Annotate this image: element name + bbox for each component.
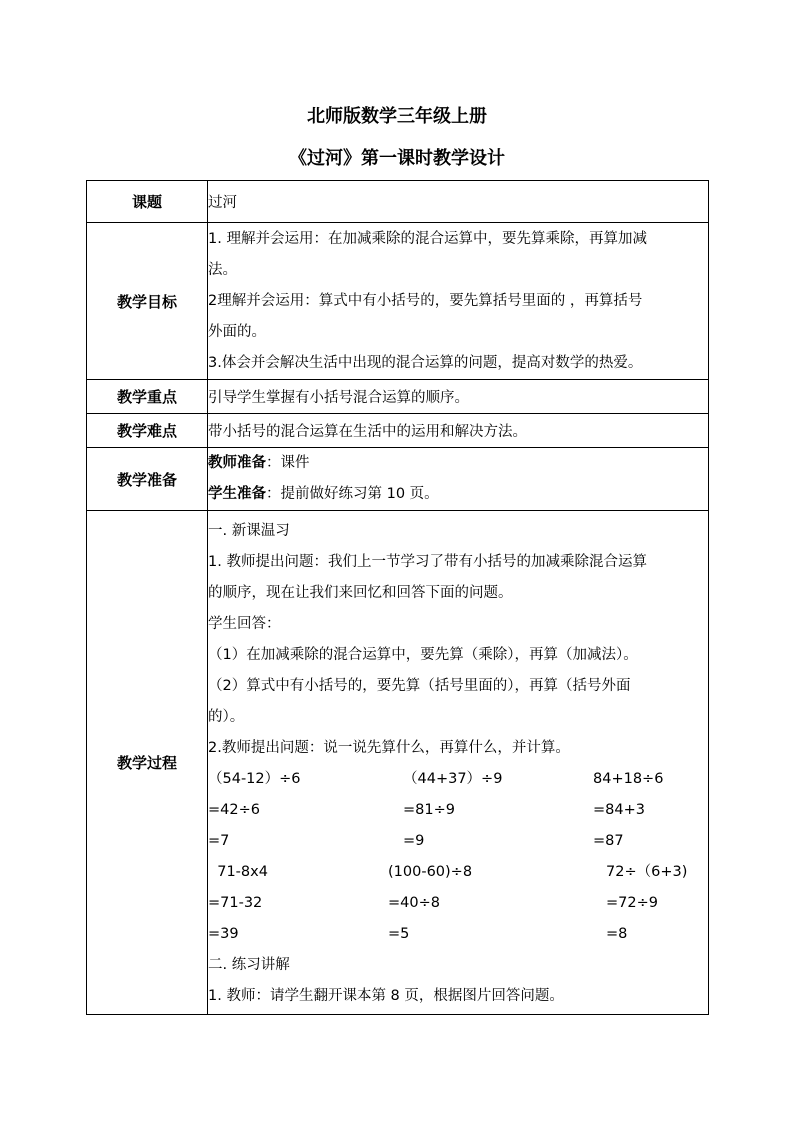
- process-line: 学生回答：: [208, 615, 281, 632]
- process-line: （1）在加减乘除的混合运算中，要先算（乘除），再算（加减法）。: [208, 646, 638, 663]
- student-prep-label: 学生准备: [208, 486, 266, 502]
- calc-cell: =5: [388, 925, 410, 942]
- preparation-content: [208, 448, 709, 511]
- table-row-goals: [87, 223, 709, 380]
- goal-line: 法。: [208, 261, 237, 278]
- calc-cell: =84+3: [593, 801, 645, 818]
- process-line: 2.教师提出问题：说一说先算什么，再算什么，并计算。: [208, 739, 570, 756]
- goal-line: 2理解并会运用：算式中有小括号的，要先算括号里面的 ，再算括号: [208, 292, 643, 309]
- calc-row: [208, 857, 708, 888]
- student-prep-line: [208, 479, 708, 510]
- calc-cell: （44+37）÷9: [403, 770, 503, 787]
- calc-cell: =40÷8: [388, 894, 440, 911]
- goal-line: 外面的。: [208, 323, 266, 340]
- goal-line: 1. 理解并会运用：在加减乘除的混合运算中，要先算乘除，再算加减: [208, 230, 647, 247]
- document-subtitle: 《过河》第一课时教学设计: [289, 148, 505, 169]
- process-line: 1. 教师提出问题：我们上一节学习了带有小括号的加减乘除混合运算: [208, 553, 647, 570]
- goals-content: [208, 223, 709, 380]
- document-title: 北师版数学三年级上册: [307, 106, 487, 127]
- table-row-topic: [87, 181, 709, 223]
- student-prep-value: ：提前做好练习第 10 页。: [266, 486, 439, 502]
- calc-cell: =81÷9: [403, 801, 455, 818]
- table-row-key-point: [87, 380, 709, 414]
- process-line: 的顺序，现在让我们来回忆和回答下面的问题。: [208, 584, 513, 601]
- preparation-label: 教学准备: [87, 448, 208, 511]
- teacher-prep-line: [208, 448, 708, 479]
- calc-cell: =42÷6: [208, 801, 260, 818]
- process-line: 二. 练习讲解: [208, 956, 290, 973]
- process-line: 的）。: [208, 708, 245, 725]
- calc-cell: =72÷9: [606, 894, 658, 911]
- calc-row: [208, 826, 708, 857]
- teacher-prep-value: ：课件: [266, 455, 310, 471]
- calc-cell: =8: [606, 925, 628, 942]
- calc-cell: 84+18÷6: [593, 770, 664, 787]
- calc-row: [208, 919, 708, 950]
- calc-row: [208, 795, 708, 826]
- table-row-difficulty: [87, 414, 709, 448]
- process-content: [208, 511, 709, 1015]
- calc-row: [208, 764, 708, 795]
- teacher-prep-label: 教师准备: [208, 455, 266, 471]
- lesson-plan-table: [86, 180, 709, 1015]
- calc-cell: 72÷（6+3): [606, 863, 688, 880]
- calc-cell: =71-32: [208, 894, 263, 911]
- key-point-value: 引导学生掌握有小括号混合运算的顺序。: [208, 380, 709, 414]
- calc-cell: =7: [208, 832, 230, 849]
- key-point-label: 教学重点: [87, 380, 208, 414]
- calc-row: [208, 888, 708, 919]
- process-label: 教学过程: [87, 511, 208, 1015]
- calc-cell: （54-12）÷6: [208, 770, 301, 787]
- calc-cell: (100-60)÷8: [388, 863, 473, 880]
- calc-cell: 71-8x4: [208, 863, 268, 880]
- goals-label: 教学目标: [87, 223, 208, 380]
- calc-cell: =9: [403, 832, 425, 849]
- process-line: （2）算式中有小括号的，要先算（括号里面的），再算（括号外面: [208, 677, 631, 694]
- table-row-preparation: [87, 448, 709, 511]
- table-row-process: [87, 511, 709, 1015]
- calc-cell: =87: [593, 832, 624, 849]
- process-line: 一. 新课温习: [208, 522, 290, 539]
- goal-line: 3.体会并会解决生活中出现的混合运算的问题，提高对数学的热爱。: [208, 354, 643, 371]
- difficulty-value: 带小括号的混合运算在生活中的运用和解决方法。: [208, 414, 709, 448]
- process-line: 1. 教师：请学生翻开课本第 8 页，根据图片回答问题。: [208, 987, 564, 1004]
- difficulty-label: 教学难点: [87, 414, 208, 448]
- topic-value: 过河: [208, 181, 709, 223]
- topic-label: 课题: [87, 181, 208, 223]
- calc-cell: =39: [208, 925, 239, 942]
